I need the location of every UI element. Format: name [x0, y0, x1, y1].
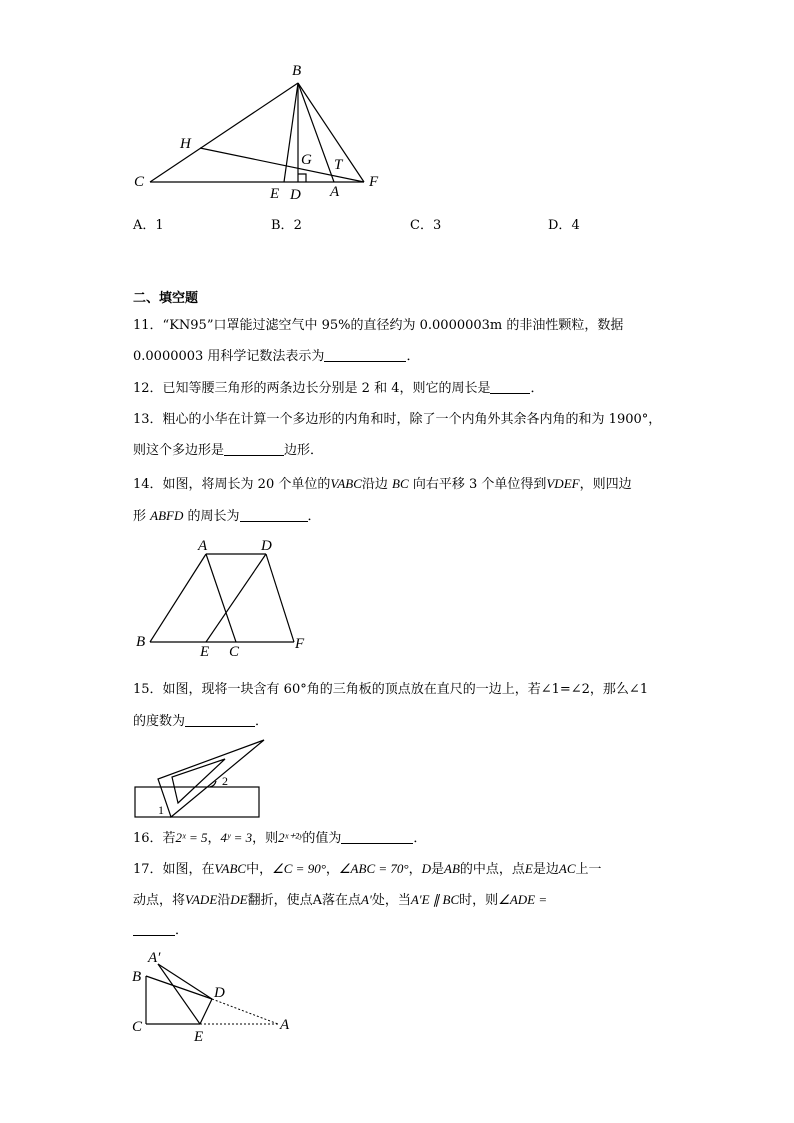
- label-B: B: [292, 63, 302, 79]
- segment-ApD: [158, 964, 212, 999]
- figure-q10: [120, 55, 400, 205]
- segment-ED: [200, 999, 212, 1024]
- label-H: H: [180, 136, 191, 152]
- figure-q15: [130, 735, 270, 825]
- dotted-DA: [212, 999, 278, 1024]
- label-F: F: [295, 636, 305, 652]
- answer-blank[interactable]: [224, 442, 284, 456]
- segment-BC: [150, 83, 298, 182]
- label-E: E: [194, 1029, 204, 1045]
- q15-line2: 的度数为 ．: [133, 714, 269, 729]
- q16: 16．若2ˣ = 5，4ʸ = 3，则2ˣ⁺²ʸ的值为 ．: [133, 830, 427, 846]
- label-E: E: [200, 644, 210, 660]
- segment-BD: [146, 976, 212, 999]
- label-A: A: [330, 184, 340, 200]
- answer-blank[interactable]: [490, 380, 530, 394]
- answer-blank[interactable]: [324, 348, 406, 362]
- label-B: B: [132, 969, 142, 985]
- option-a: A．1: [133, 218, 164, 233]
- segment-DF: [266, 554, 294, 642]
- figure-q17: [128, 945, 308, 1045]
- answer-blank[interactable]: [341, 830, 413, 844]
- q14-line2: 形 ABFD 的周长为 ．: [133, 508, 321, 524]
- q17-line2: 动点，将VADE沿DE翻折，使点A落在点A′处，当A′E ∥ BC时，则∠ADE =: [133, 892, 548, 908]
- ruler: [135, 787, 259, 817]
- option-c: C．3: [410, 218, 442, 233]
- answer-blank[interactable]: [185, 713, 255, 727]
- q13-line2: 则这个多边形是 边形．: [133, 443, 324, 458]
- label-C: C: [229, 644, 240, 660]
- figure-q14: [130, 535, 320, 660]
- option-d: D．4: [548, 218, 580, 233]
- label-T: T: [334, 157, 343, 173]
- q11-line1: 11．“KN95”口罩能过滤空气中 95%的直径约为 0.0000003m 的非油性颗粒，数据: [133, 318, 624, 333]
- label-A: A: [198, 538, 208, 554]
- q17-line1: 17．如图，在VABC中，∠C = 90°，∠ABC = 70°，D是AB的中点，点E是边AC上一: [133, 861, 602, 877]
- label-A: A: [280, 1017, 290, 1033]
- q12: 12．已知等腰三角形的两条边长分别是 2 和 4，则它的周长是 ．: [133, 381, 544, 396]
- option-b: B．2: [271, 218, 302, 233]
- right-angle-mark: [298, 174, 306, 182]
- q11-line2: 0.0000003 用科学记数法表示为 ．: [133, 349, 420, 364]
- label-D: D: [261, 538, 272, 554]
- label-C: C: [132, 1019, 143, 1035]
- segment-ED: [206, 554, 266, 642]
- q14-line1: 14．如图，将周长为 20 个单位的VABC沿边 BC 向右平移 3 个单位得到VDEF，则四边: [133, 476, 632, 492]
- answer-blank[interactable]: [240, 508, 308, 522]
- label-E: E: [270, 186, 280, 202]
- angle-label-2: 2: [222, 774, 228, 788]
- set-square-inner: [172, 759, 225, 803]
- angle-label-1: 1: [158, 803, 164, 817]
- label-G: G: [301, 152, 312, 168]
- answer-blank[interactable]: [133, 922, 175, 936]
- label-C: C: [134, 174, 145, 190]
- segment-AC: [206, 554, 236, 642]
- q15-line1: 15．如图，现将一块含有 60°角的三角板的顶点放在直尺的一边上，若∠1=∠2，那么∠1: [133, 682, 649, 697]
- label-Ap: A′: [148, 950, 161, 966]
- q17-line3: ．: [133, 922, 188, 939]
- q13-line1: 13．粗心的小华在计算一个多边形的内角和时，除了一个内角外其余各内角的和为 1900°，: [133, 412, 662, 427]
- label-D: D: [290, 187, 301, 203]
- label-B: B: [136, 634, 146, 650]
- segment-ApE: [158, 964, 200, 1024]
- section-title: 二、填空题: [133, 291, 199, 306]
- set-square-outer: [158, 740, 264, 817]
- segment-BA: [150, 554, 206, 642]
- label-D: D: [214, 985, 225, 1001]
- label-F: F: [369, 174, 379, 190]
